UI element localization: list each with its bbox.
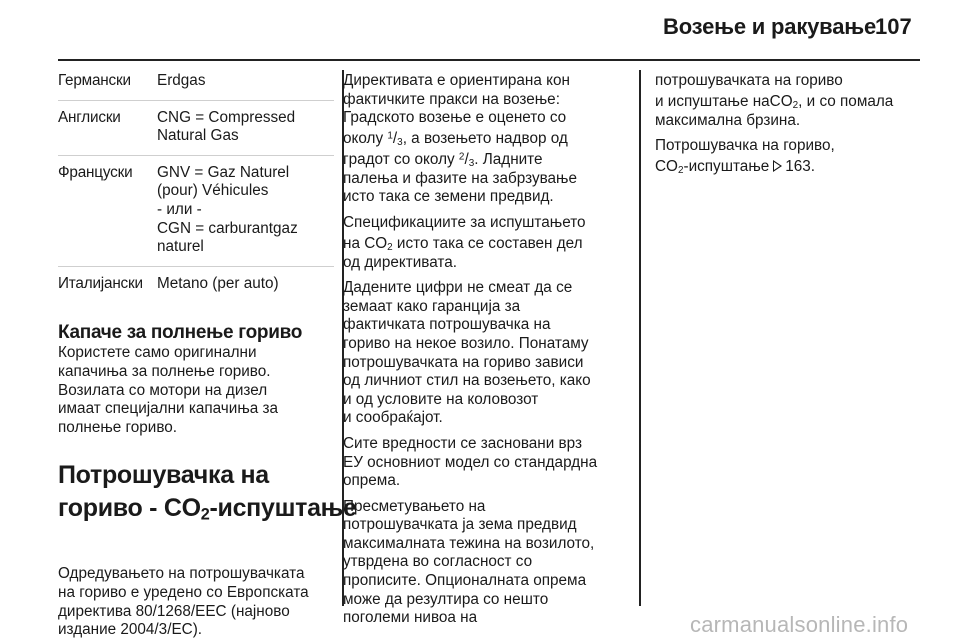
text-line: максималната тежина на возилото,: [343, 534, 595, 552]
text-line: Возилата со мотори на дизел: [58, 381, 268, 399]
emission-spec-paragraph: [343, 214, 633, 272]
reference-paragraph: [655, 137, 925, 177]
fuel-name-line: Erdgas: [157, 72, 206, 89]
fraction-slash: /: [392, 129, 398, 147]
subscript: 2: [200, 505, 210, 524]
text-line: потрошувачката ја зема предвид: [343, 516, 577, 534]
text-line: Потрошувачка на гориво,: [655, 137, 835, 155]
column-1: [58, 72, 357, 640]
arrow-reference-icon[interactable]: [773, 160, 782, 172]
fuel-name-line: GNV = Gaz Naturel: [157, 163, 290, 181]
text-line: палења и фазите на забрзување: [343, 169, 577, 187]
text-line: може да резултира со нешто: [343, 590, 549, 608]
language-cell: Италијански: [58, 274, 143, 292]
fuel-caps-heading: Капаче за полнење гориво: [58, 322, 303, 344]
fuel-caps-text: [58, 344, 340, 437]
heading-text: -испуштање: [209, 494, 357, 523]
text-span: околу: [343, 129, 388, 147]
text-line: Сите вредности се засновани врз: [343, 434, 583, 452]
fraction-numerator: 1: [387, 130, 393, 142]
fuel-names-table: [58, 72, 334, 302]
fuel-name-cell: [157, 155, 334, 266]
text-line: потрошувачката на гориво зависи: [343, 353, 584, 371]
text-line: Директивата е ориентирана кон: [343, 72, 570, 89]
calculation-paragraph: [343, 498, 633, 628]
text-line: земаат како гаранција за: [343, 297, 521, 315]
table-row: [58, 100, 334, 155]
text-line: Пресметувањето на: [343, 497, 486, 515]
column-divider-2: [639, 70, 641, 606]
fraction-numerator: 2: [458, 151, 465, 163]
fuel-name-line: Metano (per auto): [157, 274, 279, 292]
heading-line: [58, 492, 357, 525]
text-line: [343, 128, 633, 149]
text-span: градот со околу: [343, 150, 459, 168]
language-cell: Германски: [58, 72, 157, 100]
fuel-name-line: - или -: [157, 200, 202, 218]
text-span: -испуштање: [683, 157, 770, 175]
text-line: максимална брзина.: [655, 111, 801, 129]
fuel-name-cell: [157, 100, 334, 155]
text-line: и сообраќајот.: [343, 409, 443, 427]
text-span: на CO: [343, 234, 388, 252]
text-line: на гориво е уредено со Европската: [58, 583, 309, 601]
text-line: Користете само оригинални: [58, 344, 257, 362]
text-line: и од условите на коловозот: [343, 390, 539, 408]
fuel-name-line: Natural Gas: [157, 127, 239, 145]
fuel-name-cell: [157, 72, 334, 100]
text-line: капачиња за полнење гориво.: [58, 362, 271, 380]
language-cell: Француски: [58, 155, 157, 266]
heading-line: Потрошувачка на: [58, 461, 269, 490]
text-line: фактичката потрошувачка на: [343, 316, 551, 334]
text-line: полнење гориво.: [58, 418, 178, 436]
header-divider: [58, 59, 920, 61]
text-line: Спецификациите за испуштањето: [343, 213, 586, 231]
text-line: од директивата.: [343, 253, 457, 271]
text-line: Градското возење е оценето со: [343, 109, 567, 127]
text-line: утврдена во согласност со: [343, 553, 533, 571]
text-line: потрошувачката на гориво: [655, 72, 843, 89]
text-line: прописите. Опционалната опрема: [343, 572, 587, 590]
table-row: [58, 266, 334, 302]
consumption-heading: [58, 459, 357, 525]
text-line: опрема.: [343, 472, 401, 490]
fraction-denominator: 3: [468, 157, 475, 169]
text-span: CO: [655, 157, 678, 175]
text-line: [343, 233, 633, 254]
watermark: carmanualsonline.info: [690, 612, 909, 637]
text-line: [655, 91, 925, 112]
page-number: 107: [875, 14, 912, 39]
fuel-name-cell: [157, 266, 334, 302]
fraction-slash: /: [464, 150, 469, 168]
page-reference-link[interactable]: 163.: [785, 157, 816, 175]
figures-paragraph: [343, 279, 633, 428]
fuel-name-line: (pour) Véhicules: [157, 182, 269, 200]
text-line: гориво на некое возило. Понатаму: [343, 334, 589, 352]
text-line: ЕУ основниот модел со стандардна: [343, 453, 598, 471]
text-line: [655, 156, 925, 177]
text-line: фактичките пракси на возење:: [343, 90, 560, 108]
text-line: Одредувањето на потрошувачката: [58, 565, 305, 583]
fraction-denominator: 3: [397, 136, 403, 148]
text-line: издание 2004/3/EC).: [58, 621, 203, 639]
continuation-paragraph: [655, 72, 925, 130]
column-2: [343, 72, 633, 628]
text-span: , а возењето надвор од: [402, 129, 568, 147]
subscript: 2: [792, 99, 799, 111]
text-line: од личниот стил на возењето, како: [343, 372, 591, 390]
text-span: , и со помала: [798, 92, 894, 110]
table-row: [58, 72, 334, 100]
text-line: [343, 149, 633, 170]
text-span: . Ладните: [474, 150, 543, 168]
subscript: 2: [387, 241, 393, 253]
column-3: [655, 72, 925, 177]
subscript: 2: [677, 164, 684, 176]
text-line: Дадените цифри не смеат да се: [343, 279, 573, 297]
consumption-intro: [58, 565, 340, 639]
text-line: поголеми нивоа на: [343, 609, 478, 627]
text-line: исто така се земени предвид.: [343, 188, 554, 206]
heading-text: гориво - CO: [58, 494, 201, 523]
fuel-name-line: naturel: [157, 238, 204, 256]
text-line: имаат специјални капачиња за: [58, 400, 279, 418]
language-cell: Англиски: [58, 100, 157, 155]
text-line: директива 80/1268/EEC (најново: [58, 602, 290, 620]
fuel-name-line: CGN = carburantgaz: [157, 219, 298, 237]
text-span: исто така се составен дел: [392, 234, 583, 252]
text-span: и испуштање наCO: [655, 92, 793, 110]
fuel-name-line: CNG = Compressed: [157, 108, 296, 126]
page-title: Возење и ракување: [663, 14, 877, 39]
directive-paragraph: [343, 72, 633, 207]
values-paragraph: [343, 435, 633, 491]
table-row: [58, 155, 334, 266]
